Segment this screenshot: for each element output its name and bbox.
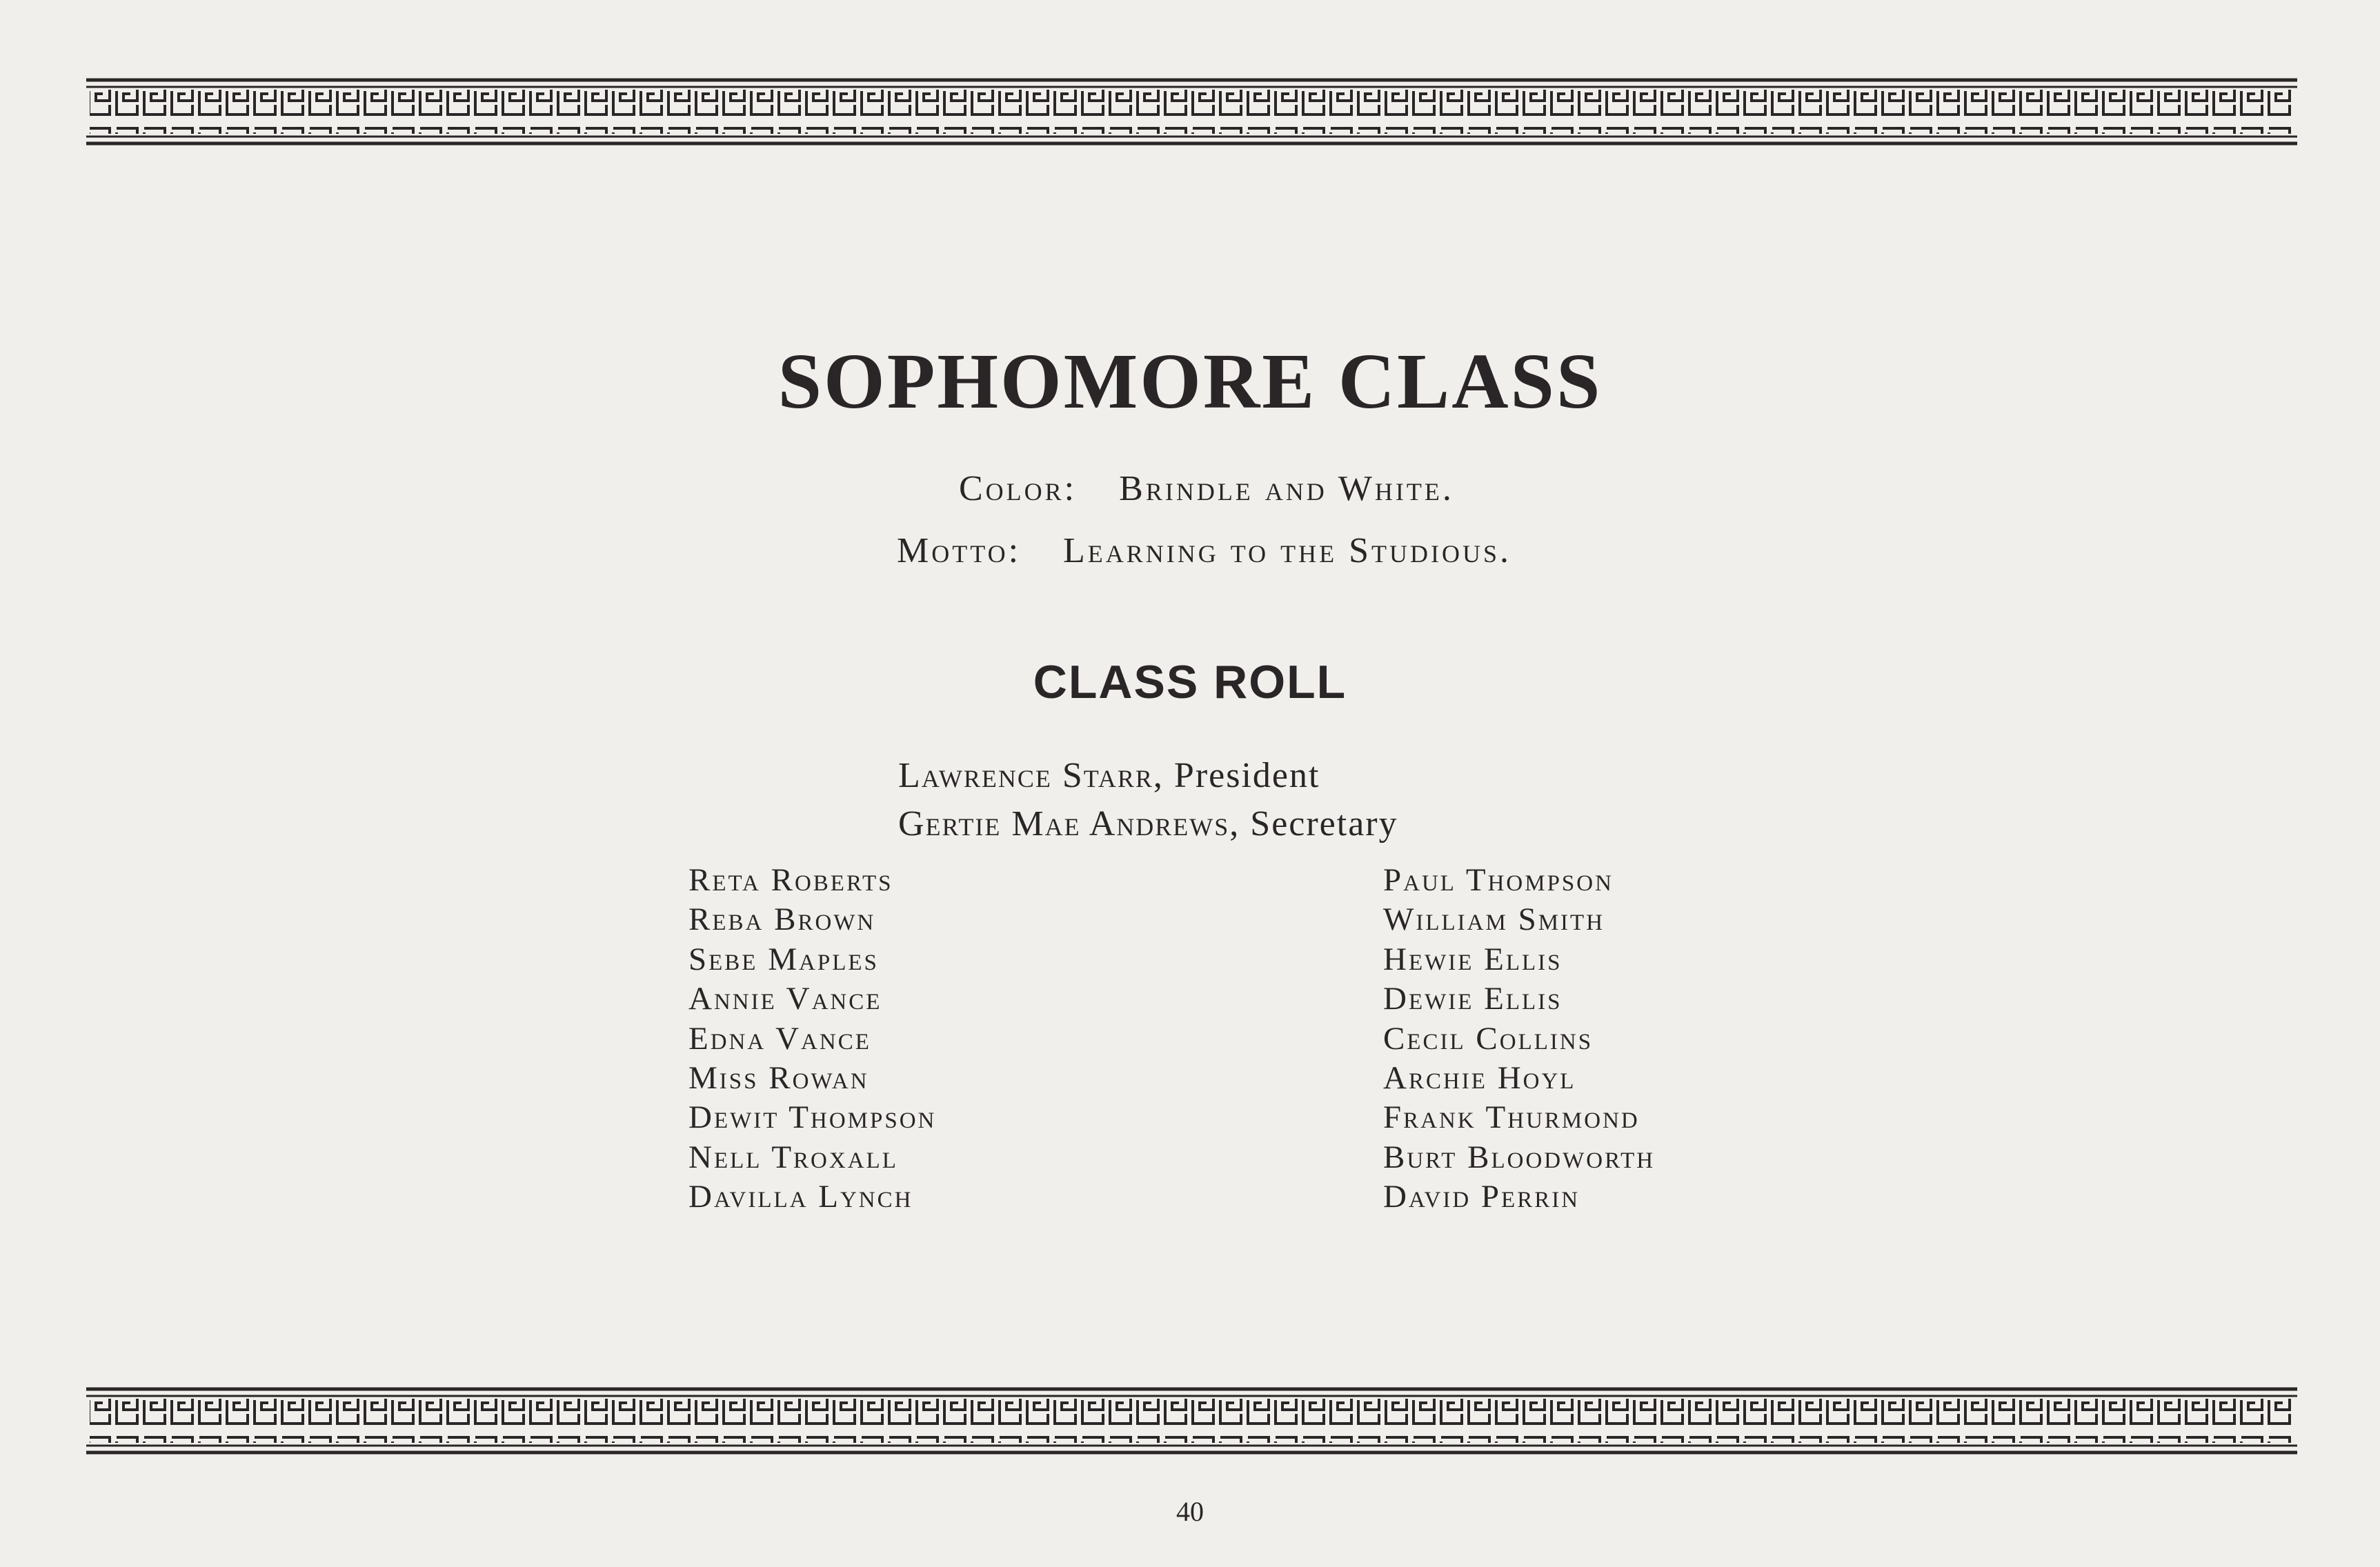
officer-name: Lawrence Starr, [898, 756, 1164, 795]
list-item: Annie Vance [688, 981, 882, 1017]
list-item: Reta Roberts [688, 862, 893, 898]
motto-value: Learning to the Studious. [1063, 531, 1511, 570]
officer-role: Secretary [1250, 804, 1398, 844]
list-item: Frank Thurmond [1383, 1099, 1640, 1136]
list-item: Dewie Ellis [1383, 981, 1563, 1017]
list-item: Archie Hoyl [1383, 1060, 1576, 1097]
officer-president [898, 752, 1398, 800]
class-color-line [959, 469, 1454, 508]
motto-label: Motto: [897, 531, 1022, 570]
list-item: Sebe Maples [688, 941, 879, 977]
list-item: David Perrin [1383, 1179, 1580, 1215]
page-number: 40 [1176, 1496, 1204, 1527]
list-item: Paul Thompson [1383, 862, 1614, 898]
class-roll-heading: CLASS ROLL [1033, 656, 1347, 708]
list-item: Nell Troxall [688, 1139, 898, 1175]
list-item: Cecil Collins [1383, 1020, 1594, 1057]
color-label: Color: [959, 469, 1078, 508]
roll-left-column [688, 861, 936, 1217]
list-item: Dewit Thompson [688, 1099, 937, 1136]
list-item: Miss Rowan [688, 1060, 869, 1097]
list-item: Hewie Ellis [1383, 941, 1563, 977]
officer-name: Gertie Mae Andrews, [898, 804, 1240, 844]
page-title: SOPHOMORE CLASS [777, 337, 1603, 425]
roll-right-column [1383, 861, 1655, 1217]
list-item: William Smith [1383, 901, 1605, 938]
list-item: Davilla Lynch [688, 1179, 913, 1215]
officer-role: President [1173, 756, 1320, 795]
list-item: Edna Vance [688, 1020, 871, 1057]
officer-secretary [898, 800, 1398, 848]
list-item: Burt Bloodworth [1383, 1139, 1656, 1175]
officers-list [898, 752, 1398, 848]
greek-key-border-top-icon [86, 77, 2297, 146]
list-item: Reba Brown [688, 901, 876, 938]
class-motto-line [897, 531, 1511, 570]
color-value: Brindle and White. [1119, 469, 1454, 508]
greek-key-border-bottom-icon [86, 1386, 2297, 1455]
